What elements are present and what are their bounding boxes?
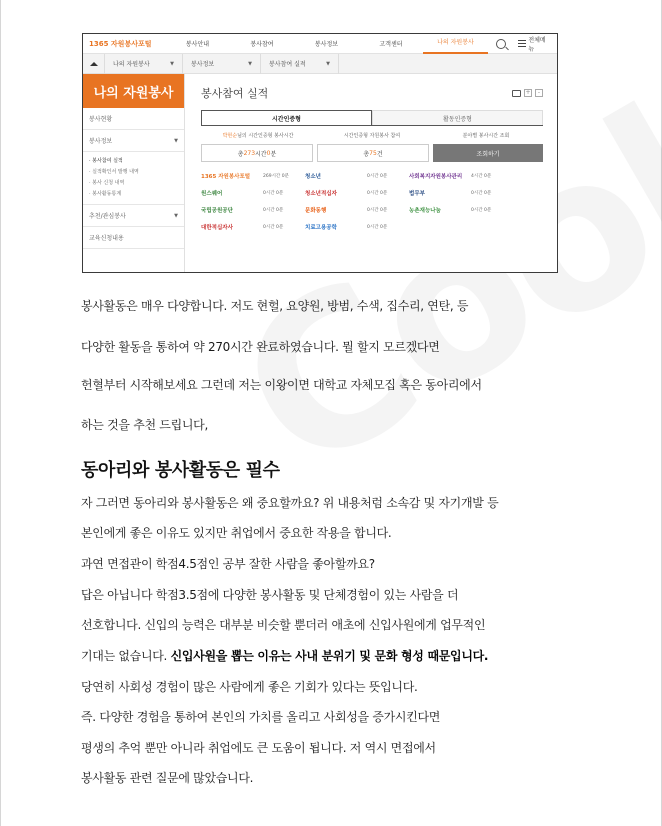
total-hours-box: 총 273 시간 0 분	[201, 144, 313, 162]
sidebar-item[interactable]: 교육신청내용	[83, 227, 184, 249]
paragraph-line: 봉사활동은 매우 다양합니다. 저도 현헐, 요양원, 방범, 수색, 집수리, 연탄, 등	[81, 299, 469, 313]
paragraph-line: 봉사활동 관련 질문에 많았습니다.	[81, 771, 254, 785]
zoom-in-icon[interactable]: +	[525, 89, 531, 96]
stat-label: 시간인증형 자원봉사 참여	[343, 133, 401, 139]
hamburger-icon	[518, 40, 527, 47]
zoom-out-icon[interactable]: -	[535, 89, 543, 97]
org-grid	[201, 168, 543, 234]
sidebar-subitem[interactable]: · 봉사 신청 내역	[89, 180, 125, 186]
chevron-down-icon: ▼	[174, 212, 178, 219]
org-logo: 사회복지자원봉사관리	[409, 173, 463, 180]
paragraph-line: 헌혈부터 시작해보세요 그런데 저는 이왕이면 대학교 자체모집 혹은 동아리에서	[81, 378, 482, 392]
org-hours: 0시간 0분	[367, 190, 388, 196]
org-logo: 치료고용공학	[305, 224, 337, 231]
org-hours: 0시간 0분	[471, 207, 492, 213]
paragraph-line: 선호합니다. 신입의 능력은 대부분 비슷할 뿐더러 애초에 신입사원에게 업무적인	[81, 618, 486, 632]
total-count-box: 총 75 건	[317, 144, 429, 162]
org-hours: 0시간 0분	[367, 224, 388, 230]
paragraph-line: 자 그러면 동아리와 봉사활동은 왜 중요할까요? 위 내용처럼 소속감 및 자기개발 등	[81, 496, 499, 510]
section-heading: 동아리와 봉사활동은 필수	[81, 460, 280, 481]
chevron-down-icon: ▼	[248, 60, 252, 67]
org-logo: 법무부	[409, 190, 425, 197]
bold-emphasis: 신입사원을 뽑는 이유는 사내 분위기 및 문화 형성 때문입니다.	[170, 649, 489, 663]
embedded-screenshot	[82, 33, 558, 273]
search-icon[interactable]	[496, 39, 506, 49]
sidebar-submenu	[83, 152, 184, 205]
chevron-down-icon: ▼	[174, 137, 178, 144]
org-hours: 0시간 0분	[263, 207, 284, 213]
org-logo: 농촌재능나눔	[409, 207, 441, 214]
tab-activity-certified[interactable]: 활동인증형	[372, 110, 543, 125]
user-name: 박현순	[222, 133, 238, 139]
org-logo: 청소년적십자	[305, 190, 337, 197]
org-hours: 0시간 0분	[263, 190, 284, 196]
portal-main	[185, 74, 557, 272]
sidebar-item[interactable]: 추천/관심봉사 ▼	[83, 205, 184, 227]
portal-sidebar	[83, 74, 185, 272]
breadcrumb-item[interactable]: 봉사정보 ▼	[183, 54, 261, 74]
org-logo: 문화동행	[305, 207, 327, 214]
tab-time-certified[interactable]: 시간인증형	[201, 110, 372, 125]
org-hours: 0시간 0분	[471, 190, 492, 196]
tab-bar	[201, 110, 543, 126]
org-hours: 0시간 0분	[263, 224, 284, 230]
org-logo: 청소년	[305, 173, 321, 180]
paragraph-line: 다양한 활동을 통하여 약 270시간 완료하였습니다. 뭘 할지 모르겠다면	[81, 340, 440, 354]
main-title: 봉사참여 실적	[201, 87, 269, 100]
chevron-down-icon: ▼	[326, 60, 330, 67]
paragraph-line: 하는 것을 추천 드립니다,	[81, 418, 208, 432]
query-button[interactable]: 조회하기	[433, 144, 543, 162]
all-menu-label: 전체메뉴	[528, 36, 546, 53]
portal-top-nav	[83, 34, 557, 54]
org-logo: 국립공원공단	[201, 207, 233, 214]
nav-item-active[interactable]: 나의 자원봉사	[423, 34, 488, 54]
org-logo: 1365 자원봉사포털	[201, 173, 251, 180]
home-icon[interactable]	[83, 54, 105, 74]
chevron-down-icon: ▼	[170, 60, 174, 67]
paragraph-line: 당연히 사회성 경험이 많은 사람에게 좋은 기회가 있다는 뜻입니다.	[81, 680, 418, 694]
stat-label: 님의 시간인증형 봉사시간	[237, 133, 294, 139]
org-hours: 269시간 0분	[263, 173, 289, 179]
paragraph-line-with-bold: 기대는 없습니다. 신입사원을 뽑는 이유는 사내 분위기 및 문화 형성 때문입니다.	[81, 649, 489, 663]
org-hours: 0시간 0분	[367, 173, 388, 179]
org-hours: 4시간 0분	[471, 173, 492, 179]
portal-logo: 1365 자원봉사포털	[89, 39, 152, 48]
nav-item[interactable]: 봉사정보	[314, 41, 339, 48]
org-logo: 대한적십자사	[201, 224, 233, 231]
paragraph-line: 본인에게 좋은 이유도 있지만 취업에서 중요한 작용을 합니다.	[81, 526, 392, 540]
sidebar-title: 나의 자원봉사	[83, 74, 184, 108]
sidebar-subitem[interactable]: · 실적확인서 발행 내역	[89, 169, 139, 175]
breadcrumb	[83, 54, 557, 74]
paragraph-line: 평생의 추억 뿐만 아니라 취업에도 큰 도움이 됩니다. 저 역시 면접에서	[81, 741, 436, 755]
breadcrumb-item[interactable]: 봉사참여 실적 ▼	[261, 54, 339, 74]
nav-item[interactable]: 봉사안내	[185, 41, 210, 48]
paragraph-line: 답은 아닙니다 학점3.5점에 다양한 봉사활동 및 단체경험이 있는 사람을 더	[81, 588, 459, 602]
stat-label: 분야별 봉사시간 조회	[462, 133, 510, 139]
sidebar-item[interactable]: 봉사현황	[83, 108, 184, 130]
sidebar-subitem[interactable]: · 봉사활동통계	[89, 191, 122, 197]
org-logo: 원스퀘어	[201, 190, 223, 197]
org-hours: 0시간 0분	[367, 207, 388, 213]
nav-item[interactable]: 고객센터	[379, 41, 403, 48]
nav-item[interactable]: 봉사참여	[250, 41, 274, 48]
sidebar-item[interactable]: 봉사정보 ▼	[83, 130, 184, 152]
sidebar-subitem-active[interactable]: · 봉사참여 실적	[89, 158, 123, 164]
all-menu-button[interactable]	[518, 35, 551, 53]
paragraph-line: 과연 면접관이 학점4.5점인 공부 잘한 사람을 좋아할까요?	[81, 557, 375, 571]
page-border-left	[0, 0, 1, 826]
print-icon[interactable]	[512, 90, 521, 97]
breadcrumb-item[interactable]: 나의 자원봉사 ▼	[105, 54, 183, 74]
paragraph-line: 즉. 다양한 경험을 통하여 본인의 가치를 올리고 사회성을 증가시킨다면	[81, 710, 441, 724]
stats-labels	[201, 132, 543, 142]
